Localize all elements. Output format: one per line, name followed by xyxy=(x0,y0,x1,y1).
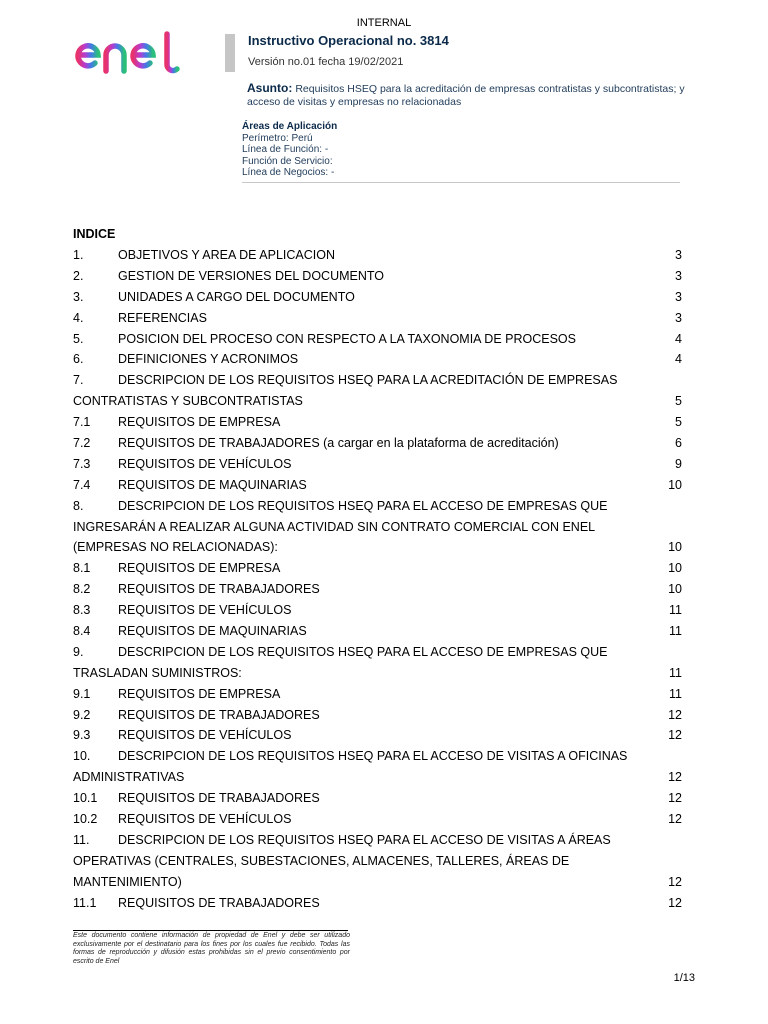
toc-entry[interactable] xyxy=(73,872,685,893)
toc-entry[interactable] xyxy=(73,349,685,370)
toc-entry-page: 4 xyxy=(675,352,682,367)
toc-entry-text: REQUISITOS DE TRABAJADORES (a cargar en la plataforma de acreditación) xyxy=(118,436,559,451)
toc-entry[interactable] xyxy=(73,517,685,538)
toc-entry[interactable] xyxy=(73,621,685,642)
toc-entry[interactable] xyxy=(73,663,685,684)
area-business-line: Línea de Negocios: - xyxy=(242,167,335,179)
application-areas xyxy=(242,121,337,179)
toc-entry-text: DEFINICIONES Y ACRONIMOS xyxy=(118,352,299,367)
toc-entry-page: 4 xyxy=(675,331,682,346)
toc-entry[interactable] xyxy=(73,308,685,329)
toc-entry-page: 12 xyxy=(668,895,682,910)
toc-entry-text: REQUISITOS DE EMPRESA xyxy=(118,561,281,576)
toc-entry-text: REQUISITOS DE EMPRESA xyxy=(118,686,281,701)
toc-entry[interactable] xyxy=(73,684,685,705)
toc-entry-number: 9.1 xyxy=(73,686,91,701)
toc-entry-number: 7.3 xyxy=(73,456,91,471)
toc-entry-page: 3 xyxy=(675,289,682,304)
toc-entry[interactable] xyxy=(73,475,685,496)
toc-entry[interactable] xyxy=(73,329,685,350)
toc-entry-text: OBJETIVOS Y AREA DE APLICACION xyxy=(118,248,335,262)
toc-entry-page: 12 xyxy=(668,874,682,889)
confidentiality-footnote: Este documento contiene información de propiedad de Enel y debe ser utilizado exclusivamente por el destinatario para los fines por los cuales fue recibido. Todas las formas de reproducción y difusión estas prohibidas sin el previo consentimiento por escrito de Enel xyxy=(73,932,350,965)
toc-entry[interactable] xyxy=(73,245,685,266)
toc-entry[interactable] xyxy=(73,579,685,600)
toc-entry-text: OPERATIVAS (CENTRALES, SUBESTACIONES, ALMACENES, TALLERES, ÁREAS DE xyxy=(73,853,570,868)
toc-entry[interactable] xyxy=(73,433,685,454)
toc-entry[interactable] xyxy=(73,830,685,851)
toc-entry-number: 4. xyxy=(73,310,84,325)
toc-entry-number: 9. xyxy=(73,644,84,659)
toc-entry-number: 8.4 xyxy=(73,624,91,639)
area-service-function: Función de Servicio: xyxy=(242,155,333,167)
area-function-line: Línea de Función: - xyxy=(242,144,329,156)
toc-entry-text: DESCRIPCION DE LOS REQUISITOS HSEQ PARA EL ACCESO DE VISITAS A OFICINAS xyxy=(118,749,628,764)
toc-entry-text: REQUISITOS DE TRABAJADORES xyxy=(118,791,320,806)
toc-entry-page: 10 xyxy=(668,582,682,597)
toc-entry[interactable] xyxy=(73,412,685,433)
toc-entry-page: 10 xyxy=(668,477,682,492)
toc-entry[interactable] xyxy=(73,391,685,412)
toc-entry-number: 7.1 xyxy=(73,415,91,430)
toc-entry-text: REQUISITOS DE MAQUINARIAS xyxy=(118,477,307,492)
table-of-contents xyxy=(73,224,685,914)
toc-entry-number: 2. xyxy=(73,268,84,283)
toc-entry-text: REQUISITOS DE MAQUINARIAS xyxy=(118,624,307,639)
toc-entry-number: 10.1 xyxy=(73,791,98,806)
toc-entry-number: 10. xyxy=(73,749,91,764)
toc-entry-text: REQUISITOS DE TRABAJADORES xyxy=(118,895,320,910)
toc-entry-text: REQUISITOS DE VEHÍCULOS xyxy=(118,456,292,471)
enel-logo xyxy=(74,30,186,76)
toc-entry-number: 11. xyxy=(73,832,90,847)
header-divider xyxy=(242,182,680,183)
toc-rows xyxy=(73,245,685,914)
toc-entry-number: 7.4 xyxy=(73,477,91,492)
toc-entry-text: DESCRIPCION DE LOS REQUISITOS HSEQ PARA EL ACCESO DE VISITAS A ÁREAS xyxy=(118,832,611,847)
toc-entry-text: DESCRIPCION DE LOS REQUISITOS HSEQ PARA LA ACREDITACIÓN DE EMPRESAS xyxy=(118,373,618,388)
toc-entry-page: 12 xyxy=(668,770,682,785)
toc-entry-number: 8.2 xyxy=(73,582,91,597)
toc-entry-text: REQUISITOS DE TRABAJADORES xyxy=(118,582,320,597)
subject-label: Asunto: xyxy=(247,81,293,95)
toc-entry-page: 10 xyxy=(668,540,682,555)
toc-entry-page: 5 xyxy=(675,394,682,409)
toc-entry-number: 1. xyxy=(73,248,84,262)
toc-title: INDICE xyxy=(73,227,116,241)
toc-entry-page: 11 xyxy=(669,686,682,701)
toc-entry-page: 12 xyxy=(668,728,682,743)
toc-entry-text: CONTRATISTAS Y SUBCONTRATISTAS xyxy=(73,394,303,409)
toc-entry[interactable] xyxy=(73,809,685,830)
toc-entry-number: 8.3 xyxy=(73,603,91,618)
toc-entry-number: 6. xyxy=(73,352,84,367)
toc-entry[interactable] xyxy=(73,642,685,663)
toc-entry-number: 9.2 xyxy=(73,707,91,722)
toc-entry-page: 11 xyxy=(669,624,682,639)
toc-entry[interactable] xyxy=(73,725,685,746)
toc-entry-text: GESTION DE VERSIONES DEL DOCUMENTO xyxy=(118,268,385,283)
toc-entry-page: 5 xyxy=(675,415,682,430)
toc-entry-text: (EMPRESAS NO RELACIONADAS): xyxy=(73,540,278,555)
toc-entry-page: 6 xyxy=(675,436,682,451)
areas-title: Áreas de Aplicación xyxy=(242,121,338,132)
toc-entry-number: 10.2 xyxy=(73,812,98,827)
document-version: Versión no.01 fecha 19/02/2021 xyxy=(248,56,404,68)
toc-entry-text: REQUISITOS DE VEHÍCULOS xyxy=(118,812,292,827)
toc-entry-number: 11.1 xyxy=(73,895,97,910)
toc-entry-text: ADMINISTRATIVAS xyxy=(73,770,185,785)
toc-entry-page: 12 xyxy=(668,812,682,827)
toc-entry-text: REQUISITOS DE VEHÍCULOS xyxy=(118,603,292,618)
toc-entry[interactable] xyxy=(73,788,685,809)
toc-entry[interactable] xyxy=(73,600,685,621)
toc-entry[interactable] xyxy=(73,851,685,872)
toc-entry-text: UNIDADES A CARGO DEL DOCUMENTO xyxy=(118,289,355,304)
toc-entry-page: 3 xyxy=(675,268,682,283)
toc-entry-text: REFERENCIAS xyxy=(118,310,207,325)
toc-entry-number: 8.1 xyxy=(73,561,91,576)
toc-entry-text: INGRESARÁN A REALIZAR ALGUNA ACTIVIDAD SIN CONTRATO COMERCIAL CON ENEL xyxy=(73,519,596,534)
toc-entry-text: DESCRIPCION DE LOS REQUISITOS HSEQ PARA EL ACCESO DE EMPRESAS QUE xyxy=(118,498,608,513)
toc-entry-page: 9 xyxy=(675,456,682,471)
toc-entry-page: 3 xyxy=(675,310,682,325)
toc-entry-page: 10 xyxy=(668,561,682,576)
toc-entry-number: 9.3 xyxy=(73,728,91,743)
classification-label: INTERNAL xyxy=(356,17,412,29)
toc-entry-text: DESCRIPCION DE LOS REQUISITOS HSEQ PARA EL ACCESO DE EMPRESAS QUE xyxy=(118,644,608,659)
toc-entry[interactable] xyxy=(73,893,685,914)
toc-entry[interactable] xyxy=(73,454,685,475)
page-number: 1/13 xyxy=(673,972,695,984)
toc-entry[interactable] xyxy=(73,266,685,287)
toc-entry-text: MANTENIMIENTO) xyxy=(73,874,182,889)
toc-entry[interactable] xyxy=(73,746,685,767)
toc-entry-page: 12 xyxy=(668,707,682,722)
toc-entry-number: 8. xyxy=(73,498,84,513)
toc-entry-number: 7.2 xyxy=(73,436,91,451)
toc-entry[interactable] xyxy=(73,537,685,558)
toc-entry[interactable] xyxy=(73,705,685,726)
toc-entry[interactable] xyxy=(73,370,685,391)
toc-entry-text: TRASLADAN SUMINISTROS: xyxy=(73,665,242,680)
document-title: Instructivo Operacional no. 3814 xyxy=(248,33,449,48)
subject-text: Requisitos HSEQ para la acreditación de empresas contratistas y subcontratistas; y acceso de visitas y empresas no relacionadas xyxy=(247,83,685,108)
toc-entry-number: 5. xyxy=(73,331,84,346)
subject-block xyxy=(247,82,687,109)
toc-entry-number: 7. xyxy=(73,373,84,388)
toc-entry-page: 11 xyxy=(669,603,682,618)
toc-entry[interactable] xyxy=(73,496,685,517)
toc-entry-page: 11 xyxy=(669,665,682,680)
toc-entry[interactable] xyxy=(73,767,685,788)
area-perimeter: Perímetro: Perú xyxy=(242,132,313,144)
toc-entry[interactable] xyxy=(73,558,685,579)
toc-entry[interactable] xyxy=(73,287,685,308)
toc-entry-text: REQUISITOS DE TRABAJADORES xyxy=(118,707,320,722)
toc-entry-page: 3 xyxy=(675,248,682,262)
footnote-divider xyxy=(73,930,348,931)
toc-entry-number: 3. xyxy=(73,289,84,304)
header-accent-bar xyxy=(225,34,235,72)
toc-entry-text: REQUISITOS DE VEHÍCULOS xyxy=(118,728,292,743)
toc-entry-page: 12 xyxy=(668,791,682,806)
toc-entry-text: POSICION DEL PROCESO CON RESPECTO A LA TAXONOMIA DE PROCESOS xyxy=(118,331,576,346)
toc-entry-text: REQUISITOS DE EMPRESA xyxy=(118,415,281,430)
